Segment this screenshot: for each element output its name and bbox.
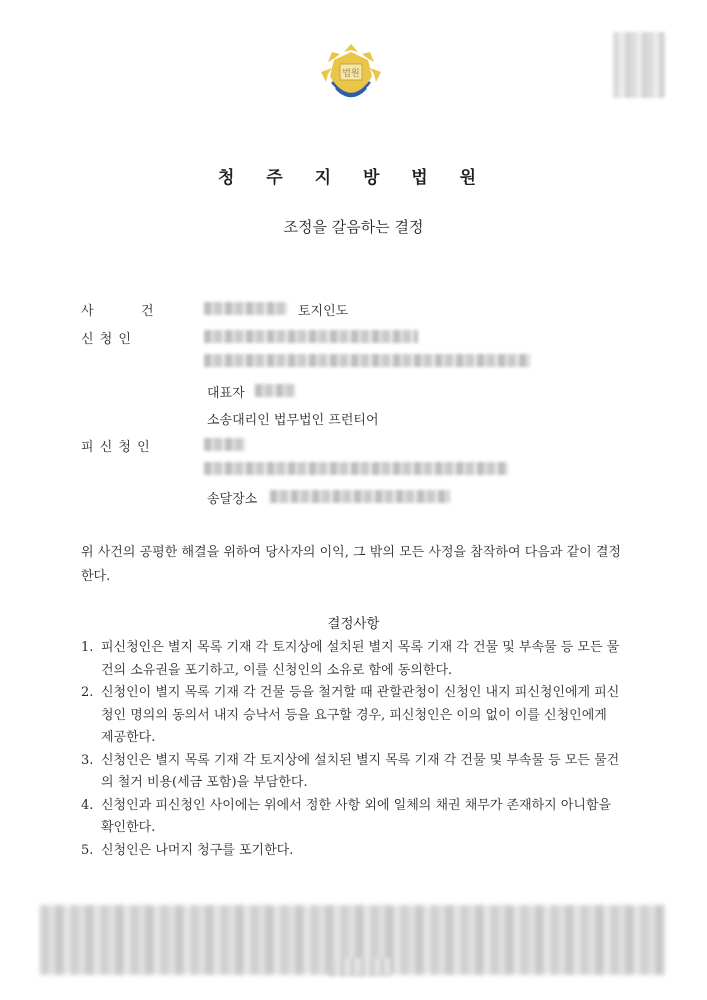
emblem-text: 법원 bbox=[342, 69, 360, 79]
decision-item-number: 5. bbox=[81, 842, 94, 858]
case-name: 토지인도 bbox=[298, 304, 349, 319]
applicant-label: 신 청 인 bbox=[81, 332, 132, 347]
service-address-label: 송달장소 bbox=[207, 492, 258, 507]
redacted-respondent-address bbox=[204, 462, 508, 475]
decision-item-text: 신청인은 별지 목록 기재 각 토지상에 설치된 별지 목록 기재 각 건물 및 부속물 등 모든 물건의 철거 비용(세금 포함)을 부담한다. bbox=[101, 752, 620, 790]
redacted-respondent-name bbox=[204, 438, 246, 451]
decision-item-number: 2. bbox=[81, 685, 94, 700]
decision-item bbox=[81, 637, 621, 682]
intro-paragraph: 위 사건의 공평한 해결을 위하여 당사자의 이익, 그 밖의 모든 사정을 참작하여 다음과 같이 결정한다. bbox=[81, 545, 621, 584]
case-label-sa: 사 bbox=[81, 304, 94, 319]
redacted-representative bbox=[255, 384, 295, 397]
decision-item-number: 1. bbox=[81, 640, 94, 655]
respondent-label: 피 신 청 인 bbox=[81, 440, 151, 455]
decision-item-text: 신청인과 피신청인 사이에는 위에서 정한 사항 외에 일체의 채권 채무가 존재하지 아니함을 확인한다. bbox=[101, 797, 612, 835]
case-label-geon: 건 bbox=[141, 304, 154, 319]
decision-item-text: 피신청인은 별지 목록 기재 각 토지상에 설치된 별지 목록 기재 각 건물 및 부속물 등 모든 물건의 소유권을 포기하고, 이를 신청인의 소유로 함에 동의한다. bbox=[101, 640, 620, 678]
representative-label: 대표자 bbox=[207, 386, 245, 401]
document-title: 조정을 갈음하는 결정 bbox=[283, 218, 424, 236]
decision-item-number: 4. bbox=[81, 797, 94, 813]
decision-item bbox=[81, 840, 621, 863]
decision-item-text: 신청인이 별지 목록 기재 각 건물 등을 철거할 때 관할관청이 신청인 내지 피신청인에게 피신청인 명의의 동의서 내지 승낙서 등을 요구할 경우, 피신청인은 이의 없이 이를 신청인에게 제공한다. bbox=[101, 685, 620, 745]
redacted-page-number bbox=[330, 958, 390, 976]
decision-item bbox=[81, 795, 621, 840]
decision-list bbox=[81, 637, 621, 862]
counsel: 소송대리인 법무법인 프런티어 bbox=[207, 413, 379, 428]
court-name: 청 주 지 방 법 원 bbox=[217, 168, 490, 188]
decision-heading: 결정사항 bbox=[327, 616, 380, 632]
redacted-applicant-name bbox=[204, 330, 418, 343]
decision-item bbox=[81, 750, 621, 795]
redacted-case-number bbox=[204, 302, 288, 315]
decision-item-number: 3. bbox=[81, 752, 94, 768]
redacted-applicant-address bbox=[204, 354, 530, 367]
court-emblem-logo bbox=[318, 42, 384, 106]
redacted-barcode bbox=[613, 32, 665, 98]
decision-item bbox=[81, 682, 621, 750]
redacted-service-address bbox=[270, 490, 450, 503]
decision-item-text: 신청인은 나머지 청구를 포기한다. bbox=[101, 842, 294, 858]
